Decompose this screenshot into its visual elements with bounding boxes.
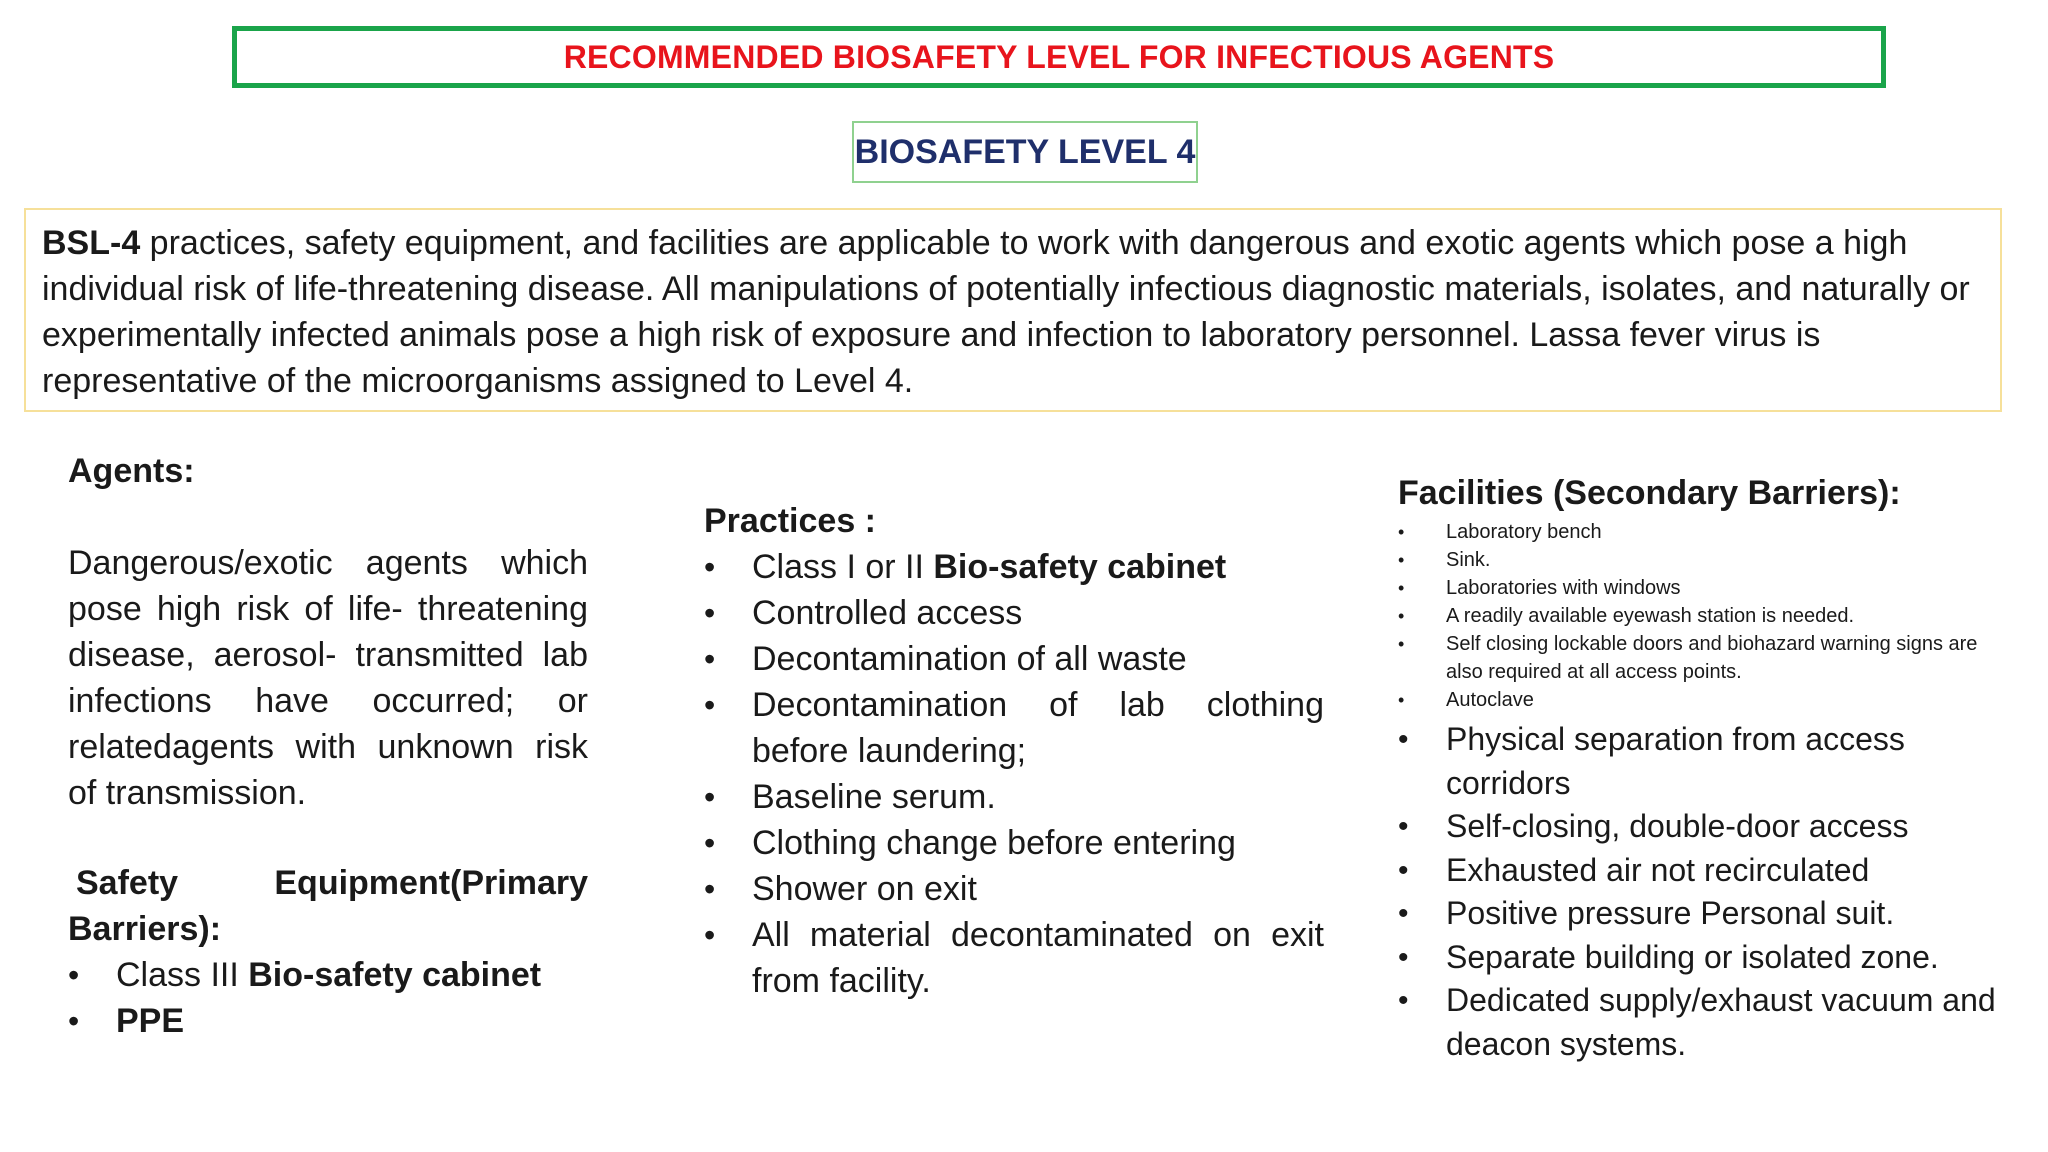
practices-list <box>704 544 1324 1004</box>
list-item: • Controlled access <box>704 590 1324 636</box>
safety-heading-word1: Safety <box>76 864 179 902</box>
list-item: • Sink. <box>1398 546 2018 574</box>
list-item: • All material decontaminated on exit from facility. <box>704 912 1324 1004</box>
facilities-small-list <box>1398 518 2018 714</box>
agents-heading: Agents: <box>68 452 195 490</box>
list-item: • Autoclave <box>1398 686 2018 714</box>
safety-item-bold: Bio-safety cabinet <box>248 956 542 994</box>
list-item: • A readily available eyewash station is needed. <box>1398 602 2018 630</box>
list-item: • Laboratory bench <box>1398 518 2018 546</box>
practice-prefix: Class I or II <box>752 548 934 586</box>
list-item <box>68 998 588 1044</box>
safety-heading <box>68 860 588 952</box>
agents-text: Dangerous/exotic agents which pose high risk of life- threatening disease, aerosol- transmitted lab infections have occurred; or relatedagents with unknown risk of transmission. <box>68 544 588 812</box>
title-banner <box>232 26 1886 88</box>
list-item: • Dedicated supply/exhaust vacuum and deacon systems. <box>1398 979 2018 1066</box>
list-item: • Shower on exit <box>704 866 1324 912</box>
list-item: • Decontamination of all waste <box>704 636 1324 682</box>
left-column <box>68 448 588 1044</box>
page-title: RECOMMENDED BIOSAFETY LEVEL FOR INFECTIOUS AGENTS <box>563 38 1555 75</box>
safety-item-prefix: Class III <box>116 956 249 994</box>
list-item: • Physical separation from access corridors <box>1398 718 2018 805</box>
safety-item-bold: PPE <box>116 1002 185 1040</box>
list-item: • Positive pressure Personal suit. <box>1398 892 2018 936</box>
list-item: • Laboratories with windows <box>1398 574 2018 602</box>
list-item: • Clothing change before entering <box>704 820 1324 866</box>
level-label: BIOSAFETY LEVEL 4 <box>854 132 1196 171</box>
list-item <box>68 952 588 998</box>
practice-bold: Bio-safety cabinet <box>933 548 1227 586</box>
list-item: • Baseline serum. <box>704 774 1324 820</box>
safety-list <box>68 952 588 1044</box>
practices-heading: Practices : <box>704 502 876 540</box>
list-item: • Decontamination of lab clothing before laundering; <box>704 682 1324 774</box>
middle-column <box>704 498 1324 1004</box>
list-item <box>704 544 1324 590</box>
list-item: • Exhausted air not recirculated <box>1398 849 2018 893</box>
safety-heading-line2: Barriers): <box>68 910 222 948</box>
intro-text: practices, safety equipment, and facilities are applicable to work with dangerous and exotic agents which pose a high individual risk of life-threatening disease. All manipulations of potentially infectious diagnostic materials, isolates, and naturally or experimentally infected animals pose a high risk of exposure and infection to laboratory personnel. Lassa fever virus is representative of the microorganisms assigned to Level 4. <box>42 224 1970 400</box>
intro-lead: BSL-4 <box>42 224 141 262</box>
list-item: • Self closing lockable doors and biohazard warning signs are also required at all access points. <box>1398 630 2018 686</box>
list-item: • Separate building or isolated zone. <box>1398 936 2018 980</box>
right-column <box>1398 470 2018 1066</box>
safety-heading-word2: Equipment(Primary <box>274 864 588 902</box>
facilities-list <box>1398 718 2018 1066</box>
list-item: • Self-closing, double-door access <box>1398 805 2018 849</box>
facilities-heading: Facilities (Secondary Barriers): <box>1398 474 1901 512</box>
intro-box <box>24 208 2002 412</box>
level-box <box>852 121 1198 183</box>
